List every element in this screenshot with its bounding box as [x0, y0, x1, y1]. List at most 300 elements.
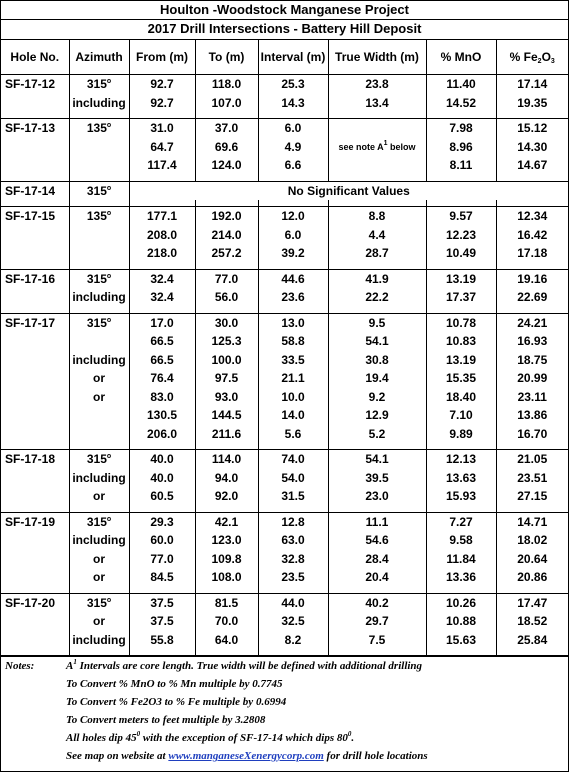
cell-to: 257.2 — [195, 244, 258, 263]
degree-mark: o — [106, 78, 112, 86]
cell-from: 60.0 — [129, 531, 195, 550]
cell-to: 64.0 — [195, 631, 258, 650]
cell-true-width: 30.8 — [328, 351, 426, 370]
hole-number-cell — [1, 369, 69, 388]
hole-number-cell — [1, 288, 69, 307]
table-row — [1, 512, 568, 531]
cell-true-width: 54.1 — [328, 332, 426, 351]
table-row — [1, 568, 568, 587]
cell-from: 218.0 — [129, 244, 195, 263]
table-row — [1, 332, 568, 351]
azimuth-label: 315 — [86, 183, 107, 198]
cell-fe2o3: 14.67 — [517, 158, 548, 173]
note-6-a: See map on website at — [66, 750, 169, 762]
project-title: Houlton -Woodstock Manganese Project — [1, 1, 568, 20]
azimuth-cell — [69, 156, 129, 175]
divider-cell — [195, 649, 258, 656]
cell-mno: 10.88 — [426, 612, 496, 631]
cell-fe2o3: 12.34 — [517, 209, 548, 224]
azimuth-label: including — [72, 470, 126, 485]
azimuth-label: or — [93, 614, 105, 629]
cell-to: 118.0 — [195, 75, 258, 94]
header-row — [1, 40, 568, 75]
cell-fe2o3: 18.75 — [517, 352, 548, 367]
cell-to: 125.3 — [195, 332, 258, 351]
azimuth-cell — [69, 612, 129, 631]
cell-fe2o3: 20.99 — [517, 371, 548, 386]
cell-from: 84.5 — [129, 568, 195, 587]
col-header-interval: Interval (m) — [258, 40, 328, 75]
cell-to: 69.6 — [195, 138, 258, 157]
cell-to: 70.0 — [195, 612, 258, 631]
cell-true-width: 40.2 — [328, 593, 426, 612]
fe2o3-o: O — [541, 50, 551, 64]
azimuth-label: including — [72, 632, 126, 647]
cell-mno: 9.57 — [426, 207, 496, 226]
azimuth-label: 135 — [86, 209, 107, 224]
cell-interval: 32.5 — [258, 612, 328, 631]
cell-interval: 12.0 — [258, 207, 328, 226]
azimuth-label: including — [72, 352, 126, 367]
cell-interval: 33.5 — [258, 351, 328, 370]
table-row — [1, 425, 568, 444]
azimuth-cell — [69, 388, 129, 407]
cell-mno: 13.19 — [426, 351, 496, 370]
hole-number-cell — [1, 469, 69, 488]
group-divider — [1, 649, 568, 656]
cell-fe2o3: 23.51 — [517, 470, 548, 485]
cell-interval: 4.9 — [258, 138, 328, 157]
cell-fe2o3: 14.30 — [517, 139, 548, 154]
cell-true-width: 29.7 — [328, 612, 426, 631]
cell-mno: 7.98 — [426, 119, 496, 138]
cell-mno: 11.40 — [426, 75, 496, 94]
divider-cell — [258, 649, 328, 656]
cell-interval: 74.0 — [258, 450, 328, 469]
azimuth-cell — [69, 487, 129, 506]
cell-to: 144.5 — [195, 406, 258, 425]
azimuth-label: including — [72, 290, 126, 305]
note-5-b: with the exception of SF-17-14 which dips 80 — [140, 732, 348, 744]
cell-to: 211.6 — [195, 425, 258, 444]
divider-cell — [69, 649, 129, 656]
table-title: 2017 Drill Intersections - Battery Hill Deposit — [1, 20, 568, 40]
cell-interval: 8.2 — [258, 631, 328, 650]
azimuth-cell — [69, 568, 129, 587]
cell-true-width: 41.9 — [328, 269, 426, 288]
hole-number-cell — [1, 226, 69, 245]
azimuth-label: including — [72, 533, 126, 548]
note-5-sup-1: 0 — [136, 730, 141, 738]
cell-true-width: 12.9 — [328, 406, 426, 425]
cell-mno: 8.96 — [426, 138, 496, 157]
cell-mno: 7.10 — [426, 406, 496, 425]
azimuth-cell — [69, 631, 129, 650]
cell-true-width: 7.5 — [328, 631, 426, 650]
cell-from: 76.4 — [129, 369, 195, 388]
table-row — [1, 469, 568, 488]
cell-to: 93.0 — [195, 388, 258, 407]
cell-from: 177.1 — [129, 207, 195, 226]
cell-true-width: 4.4 — [328, 226, 426, 245]
note-1-sup: 1 — [73, 658, 77, 666]
cell-interval: 54.0 — [258, 469, 328, 488]
cell-to: 214.0 — [195, 226, 258, 245]
table-row — [1, 351, 568, 370]
azimuth-cell — [69, 425, 129, 444]
note-5-a: All holes dip 45 — [66, 732, 137, 744]
cell-mno: 7.27 — [426, 512, 496, 531]
cell-true-width: 54.6 — [328, 531, 426, 550]
cell-from: 55.8 — [129, 631, 195, 650]
col-header-from: From (m) — [129, 40, 195, 75]
cell-true-width: 28.7 — [328, 244, 426, 263]
table-row — [1, 288, 568, 307]
cell-true-width: 8.8 — [328, 207, 426, 226]
note-3-text: To Convert % Fe2O3 to % Fe multiple by 0.6994 — [66, 696, 287, 708]
azimuth-cell — [69, 512, 129, 531]
cell-mno: 13.36 — [426, 568, 496, 587]
cell-from: 40.0 — [129, 469, 195, 488]
hole-number-cell — [1, 631, 69, 650]
azimuth-label: 315 — [86, 595, 107, 610]
no-significant-values: No Significant Values — [287, 183, 410, 198]
note-4-text: To Convert meters to feet multiple by 3.2808 — [66, 714, 266, 726]
cell-true-width — [328, 156, 426, 175]
cell-mno: 10.49 — [426, 244, 496, 263]
cell-mno: 9.89 — [426, 425, 496, 444]
cell-to: 100.0 — [195, 351, 258, 370]
hole-number-cell — [1, 550, 69, 569]
note-1-body: Intervals are core length. True width will be defined with additional drilling — [76, 660, 423, 672]
cell-fe2o3: 27.15 — [517, 489, 548, 504]
table-row — [1, 487, 568, 506]
degree-mark: o — [106, 453, 112, 461]
cell-interval: 14.0 — [258, 406, 328, 425]
hole-number-cell — [1, 156, 69, 175]
cell-mno: 15.63 — [426, 631, 496, 650]
fe2o3-sub-2: 2 — [537, 58, 542, 65]
cell-interval: 32.8 — [258, 550, 328, 569]
cell-fe2o3: 13.86 — [517, 408, 548, 423]
note-5-c: . — [351, 732, 355, 744]
cell-mno: 10.26 — [426, 593, 496, 612]
col-header-azimuth: Azimuth — [69, 40, 129, 75]
cell-to: 56.0 — [195, 288, 258, 307]
note-line-6 — [1, 747, 568, 765]
table-row — [1, 269, 568, 288]
azimuth-label: 315 — [86, 77, 107, 92]
hole-number-cell — [1, 332, 69, 351]
cell-from: 29.3 — [129, 512, 195, 531]
degree-mark: o — [106, 122, 112, 130]
website-link[interactable]: www.manganeseXenergycorp.com — [168, 750, 324, 762]
cell-from: 32.4 — [129, 269, 195, 288]
col-header-fe2o3 — [496, 40, 568, 75]
cell-from: 32.4 — [129, 288, 195, 307]
table-row — [1, 550, 568, 569]
cell-from: 40.0 — [129, 450, 195, 469]
cell-true-width — [328, 119, 426, 138]
note-6-b: for drill hole locations — [323, 750, 428, 762]
cell-interval: 58.8 — [258, 332, 328, 351]
cell-fe2o3: 22.69 — [517, 290, 548, 305]
cell-interval: 6.6 — [258, 156, 328, 175]
note-5-sup-2: 0 — [347, 730, 352, 738]
hole-number-cell: SF-17-20 — [1, 593, 69, 612]
cell-interval: 14.3 — [258, 94, 328, 113]
cell-interval: 39.2 — [258, 244, 328, 263]
cell-to: 30.0 — [195, 313, 258, 332]
cell-to: 94.0 — [195, 469, 258, 488]
degree-mark: o — [106, 184, 112, 192]
cell-from: 31.0 — [129, 119, 195, 138]
hole-number-cell — [1, 244, 69, 263]
cell-mno: 12.13 — [426, 450, 496, 469]
hole-number-cell: SF-17-17 — [1, 313, 69, 332]
cell-fe2o3: 25.84 — [517, 632, 548, 647]
note-2-text: To Convert % MnO to % Mn multiple by 0.7745 — [66, 678, 283, 690]
cell-mno: 10.83 — [426, 332, 496, 351]
col-header-true-width: True Width (m) — [328, 40, 426, 75]
cell-from: 206.0 — [129, 425, 195, 444]
cell-to: 37.0 — [195, 119, 258, 138]
cell-interval: 63.0 — [258, 531, 328, 550]
hole-number-cell: SF-17-18 — [1, 450, 69, 469]
note-line-4 — [1, 711, 568, 729]
cell-true-width: 19.4 — [328, 369, 426, 388]
cell-from: 92.7 — [129, 94, 195, 113]
cell-interval: 13.0 — [258, 313, 328, 332]
table-row — [1, 631, 568, 650]
table-row — [1, 244, 568, 263]
azimuth-cell — [69, 406, 129, 425]
azimuth-label: including — [72, 95, 126, 110]
hole-number-cell — [1, 406, 69, 425]
cell-fe2o3: 14.71 — [517, 514, 548, 529]
cell-fe2o3: 17.47 — [517, 595, 548, 610]
table-row — [1, 119, 568, 138]
hole-number-cell — [1, 388, 69, 407]
cell-interval: 10.0 — [258, 388, 328, 407]
azimuth-label: or — [93, 371, 105, 386]
table-row — [1, 612, 568, 631]
cell-from: 208.0 — [129, 226, 195, 245]
azimuth-label: 315 — [86, 271, 107, 286]
cell-to: 92.0 — [195, 487, 258, 506]
drill-intersections-table — [1, 40, 568, 656]
fe2o3-sub-3: 3 — [550, 58, 555, 65]
table-row — [1, 531, 568, 550]
azimuth-cell — [69, 332, 129, 351]
cell-fe2o3: 19.16 — [517, 271, 548, 286]
azimuth-cell — [69, 288, 129, 307]
cell-true-width: 23.0 — [328, 487, 426, 506]
cell-from: 117.4 — [129, 156, 195, 175]
azimuth-cell — [69, 450, 129, 469]
azimuth-cell — [69, 207, 129, 226]
cell-from: 130.5 — [129, 406, 195, 425]
azimuth-label: or — [93, 389, 105, 404]
azimuth-cell — [69, 244, 129, 263]
azimuth-cell — [69, 75, 129, 94]
azimuth-label: or — [93, 570, 105, 585]
cell-fe2o3: 21.05 — [517, 452, 548, 467]
cell-true-width: 22.2 — [328, 288, 426, 307]
table-row — [1, 226, 568, 245]
azimuth-label: or — [93, 489, 105, 504]
cell-interval: 6.0 — [258, 226, 328, 245]
degree-mark: o — [106, 316, 112, 324]
note-line-3 — [1, 693, 568, 711]
degree-mark: o — [106, 515, 112, 523]
cell-mno: 11.84 — [426, 550, 496, 569]
table-row — [1, 75, 568, 94]
azimuth-cell — [69, 550, 129, 569]
cell-from: 66.5 — [129, 351, 195, 370]
cell-fe2o3: 15.12 — [517, 121, 548, 136]
cell-mno: 12.23 — [426, 226, 496, 245]
see-note-text: see note A — [338, 141, 384, 152]
divider-cell — [496, 649, 568, 656]
note-line-2 — [1, 675, 568, 693]
table-body — [1, 75, 568, 656]
cell-fe2o3: 17.18 — [517, 246, 548, 261]
cell-interval: 44.0 — [258, 593, 328, 612]
cell-mno: 10.78 — [426, 313, 496, 332]
azimuth-cell — [69, 119, 129, 138]
cell-fe2o3: 16.42 — [517, 227, 548, 242]
azimuth-cell — [69, 369, 129, 388]
see-note-a — [328, 138, 426, 157]
hole-number-cell: SF-17-14 — [1, 181, 69, 200]
cell-mno: 9.58 — [426, 531, 496, 550]
hole-number-cell: SF-17-19 — [1, 512, 69, 531]
cell-fe2o3: 23.11 — [517, 389, 547, 404]
azimuth-label: or — [93, 551, 105, 566]
cell-fe2o3: 16.70 — [517, 426, 548, 441]
cell-from: 77.0 — [129, 550, 195, 569]
divider-cell — [129, 649, 195, 656]
table-row — [1, 181, 568, 200]
cell-interval: 5.6 — [258, 425, 328, 444]
cell-from: 66.5 — [129, 332, 195, 351]
azimuth-cell — [69, 138, 129, 157]
cell-mno: 17.37 — [426, 288, 496, 307]
cell-to: 108.0 — [195, 568, 258, 587]
cell-interval: 25.3 — [258, 75, 328, 94]
azimuth-cell — [69, 531, 129, 550]
cell-fe2o3: 19.35 — [517, 95, 548, 110]
cell-to: 123.0 — [195, 531, 258, 550]
see-note-tail: below — [387, 141, 416, 152]
cell-interval: 21.1 — [258, 369, 328, 388]
cell-mno: 18.40 — [426, 388, 496, 407]
notes-section — [1, 656, 568, 765]
hole-number-cell — [1, 94, 69, 113]
note-6-text — [66, 747, 428, 765]
hole-number-cell: SF-17-12 — [1, 75, 69, 94]
cell-true-width: 11.1 — [328, 512, 426, 531]
cell-mno: 15.93 — [426, 487, 496, 506]
cell-fe2o3: 20.86 — [517, 570, 548, 585]
see-note-sup: 1 — [383, 139, 388, 147]
cell-from: 60.5 — [129, 487, 195, 506]
table-row — [1, 369, 568, 388]
azimuth-cell — [69, 351, 129, 370]
hole-number-cell — [1, 487, 69, 506]
cell-mno: 14.52 — [426, 94, 496, 113]
cell-interval: 31.5 — [258, 487, 328, 506]
table-row — [1, 138, 568, 157]
note-5-text — [66, 729, 354, 747]
hole-number-cell — [1, 351, 69, 370]
cell-to: 97.5 — [195, 369, 258, 388]
cell-fe2o3: 20.64 — [517, 551, 548, 566]
divider-cell — [426, 649, 496, 656]
cell-to: 109.8 — [195, 550, 258, 569]
cell-interval: 23.6 — [258, 288, 328, 307]
degree-mark: o — [106, 210, 112, 218]
cell-fe2o3: 18.52 — [517, 614, 548, 629]
cell-to: 107.0 — [195, 94, 258, 113]
cell-interval: 6.0 — [258, 119, 328, 138]
hole-number-cell: SF-17-13 — [1, 119, 69, 138]
divider-cell — [328, 649, 426, 656]
cell-from: 17.0 — [129, 313, 195, 332]
cell-interval: 23.5 — [258, 568, 328, 587]
azimuth-cell — [69, 593, 129, 612]
cell-fe2o3: 18.02 — [517, 533, 548, 548]
table-row — [1, 207, 568, 226]
cell-to: 192.0 — [195, 207, 258, 226]
cell-fe2o3: 17.14 — [517, 77, 548, 92]
col-header-to: To (m) — [195, 40, 258, 75]
azimuth-cell — [69, 94, 129, 113]
azimuth-cell — [69, 269, 129, 288]
note-line-1 — [1, 657, 568, 675]
table-row — [1, 388, 568, 407]
cell-fe2o3: 16.93 — [517, 334, 548, 349]
hole-number-cell — [1, 138, 69, 157]
table-row — [1, 94, 568, 113]
azimuth-label: 315 — [86, 452, 107, 467]
hole-number-cell — [1, 612, 69, 631]
cell-true-width: 9.5 — [328, 313, 426, 332]
cell-true-width: 28.4 — [328, 550, 426, 569]
table-row — [1, 593, 568, 612]
cell-to: 114.0 — [195, 450, 258, 469]
table-row — [1, 156, 568, 175]
azimuth-cell — [69, 181, 129, 200]
cell-true-width: 39.5 — [328, 469, 426, 488]
hole-number-cell — [1, 568, 69, 587]
cell-to: 81.5 — [195, 593, 258, 612]
azimuth-label: 135 — [86, 121, 107, 136]
cell-mno: 15.35 — [426, 369, 496, 388]
cell-from: 92.7 — [129, 75, 195, 94]
fe2o3-prefix: % Fe — [509, 50, 538, 64]
col-header-mno: % MnO — [426, 40, 496, 75]
degree-mark: o — [106, 596, 112, 604]
cell-interval: 12.8 — [258, 512, 328, 531]
table-row — [1, 450, 568, 469]
cell-true-width: 54.1 — [328, 450, 426, 469]
hole-number-cell — [1, 531, 69, 550]
cell-from: 37.5 — [129, 593, 195, 612]
cell-fe2o3: 24.21 — [517, 315, 548, 330]
cell-true-width: 20.4 — [328, 568, 426, 587]
